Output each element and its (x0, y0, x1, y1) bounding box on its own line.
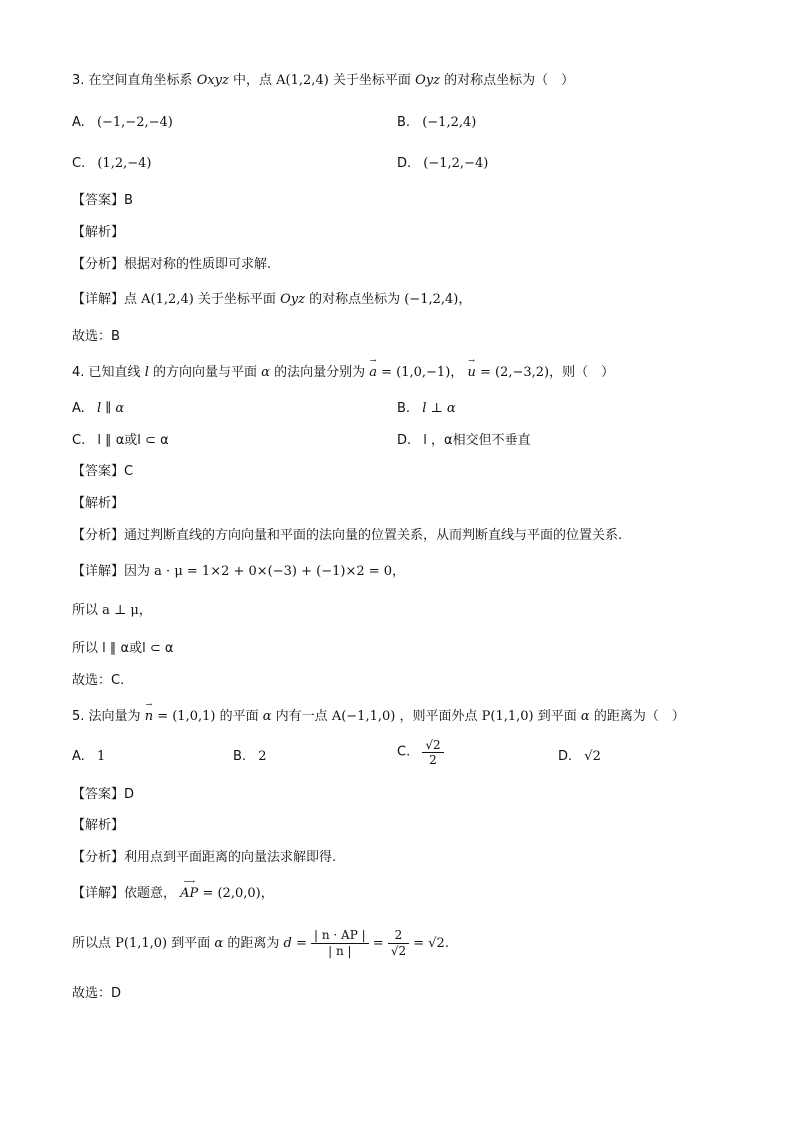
q4-line2: 所以 a ⊥ μ， (72, 603, 152, 618)
q5-stem: 5. 法向量为 → n = (1,0,1) 的平面 α 内有一点 A(−1,1,0) ，则平面外点 P(1,1,0) 到平面 α 的距离为（ ） (72, 700, 685, 724)
q5-answer: 【答案】D (72, 787, 135, 802)
q3-fenxi: 【分析】根据对称的性质即可求解. (72, 257, 272, 272)
q4-answer: 【答案】C (72, 464, 134, 479)
q3-stem-prefix: 3. 在空间直角坐标系 (72, 73, 193, 88)
q3-stem-mid2: 关于坐标平面 (332, 73, 411, 88)
q3-option-a: A. (−1,−2,−4) (72, 115, 173, 130)
q3-coord-system: Oxyz (196, 73, 229, 88)
q3-stem-mid: 中，点 (233, 73, 273, 88)
q5-option-d: D. √2 (558, 749, 601, 764)
q5-option-c: C. $\frac{√2}{2}$ (397, 738, 444, 767)
q4-vector-a: → a (369, 356, 377, 380)
q5-option-a: A. 1 (72, 749, 106, 764)
q3-point: A(1,2,4) (276, 73, 329, 88)
q5-vector-n: → n (144, 700, 154, 724)
q5-analysis-title: 【解析】 (72, 818, 125, 833)
q3-plane: Oyz (415, 73, 440, 88)
q3-stem-suffix: 的对称点坐标为（ ） (444, 73, 575, 88)
q5-option-b: B. 2 (233, 749, 267, 764)
q5-option-c-fraction: $\frac{√2}{2}$ (422, 738, 443, 767)
q3-analysis-title: 【解析】 (72, 225, 125, 240)
q5-distance-fraction: $\frac{| n \cdot AP |}{| n |}$ (311, 928, 369, 959)
q4-fenxi: 【分析】通过判断直线的方向向量和平面的法向量的位置关系，从而判断直线与平面的位置关系. (72, 528, 623, 543)
q3-option-d: D. (−1,2,−4) (397, 156, 489, 171)
q5-conclusion: 故选：D (72, 986, 122, 1001)
q4-option-c: C. l ∥ α或l ⊂ α (72, 433, 169, 448)
q4-stem: 4. 已知直线 l 的方向向量与平面 α 的法向量分别为 → a = (1,0,−1)， → u = (2,−3,2)，则（ ） (72, 356, 615, 380)
q5-distance-fraction-2: $\frac{2}{√2}$ (388, 928, 409, 959)
q4-vector-u: → u (467, 356, 476, 380)
q3-stem (72, 72, 574, 90)
q4-line3: 所以 l ∥ α或l ⊂ α (72, 641, 174, 656)
q5-fenxi: 【分析】利用点到平面距离的向量法求解即得. (72, 850, 337, 865)
q4-analysis-title: 【解析】 (72, 496, 125, 511)
q5-line2: 所以点 P(1,1,0) 到平面 α 的距离为 d = $\frac{| n \cdot AP |}{| n |}$ = $\frac{2}{√2}$ = √2. (72, 928, 449, 958)
q4-conclusion: 故选：C. (72, 673, 125, 688)
q4-option-d: D. l ，α相交但不垂直 (397, 433, 531, 448)
q4-option-b: B. l ⊥ α (397, 401, 456, 416)
q3-conclusion: 故选：B (72, 329, 120, 344)
q5-xiangjie: 【详解】依题意， ⟶ AP = (2,0,0)， (72, 877, 274, 901)
q3-xiangjie: 【详解】点 A(1,2,4) 关于坐标平面 Oyz 的对称点坐标为 (−1,2,4)， (72, 292, 472, 307)
q3-option-b: B. (−1,2,4) (397, 115, 477, 130)
q4-option-a: A. l ∥ α (72, 401, 125, 416)
q5-vector-ap: ⟶ AP (180, 877, 199, 901)
q3-option-c: C. (1,2,−4) (72, 156, 152, 171)
q4-xiangjie: 【详解】因为 a · μ = 1×2 + 0×(−3) + (−1)×2 = 0， (72, 564, 406, 579)
q3-answer: 【答案】B (72, 193, 133, 208)
